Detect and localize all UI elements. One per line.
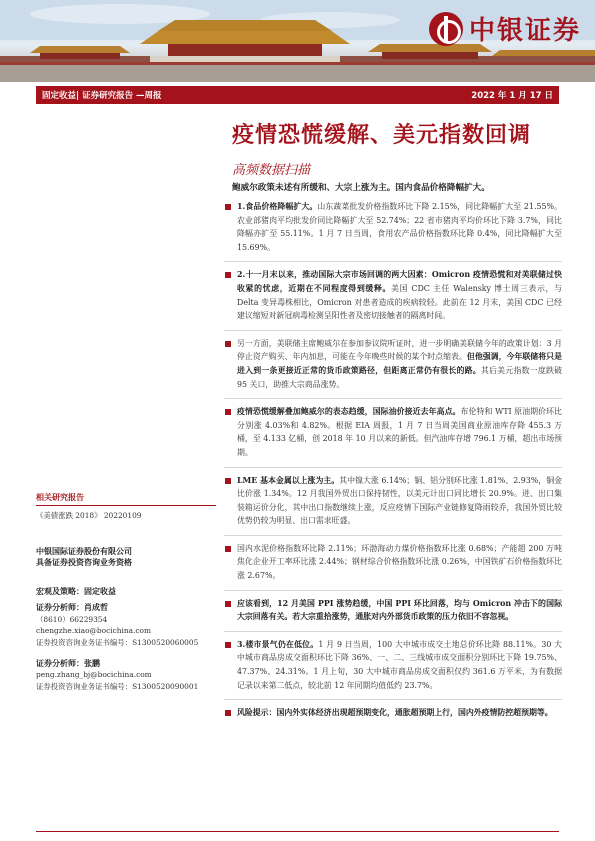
bullet-lead: 1.食品价格降幅扩大。 <box>237 202 318 211</box>
bullet-lead: 应该看到，12 月美国 PPI 涨势趋缓，中国 PPI 环比回落，均与 Omicron 冲击下的国际大宗回落有关。若大宗重拾涨势，通胀对内外部货币政策的压力依旧不容忽视。 <box>237 598 562 622</box>
footer-divider <box>36 831 559 832</box>
report-summary: 鲍威尔政策未述有所缓和、大宗上涨为主。国内食品价格降幅扩大。 <box>232 183 490 193</box>
report-subtitle: 高频数据扫描 <box>232 163 311 178</box>
bullet-text: 1 月 9 日当周，100 大中城市成交土地总价环比降 88.11%。30 大中城市商品房成交面积环比下降 36%、一、二、三线城市成交面积分别环比下降 19.75%、47.37%、24.31%。1 月上旬，30 大中城市商品房成交面积仅约 361.6 万平米，为有数据记录以来第二低点，较北前 12 年同期均值低约 23.7%。 <box>237 639 563 690</box>
list-item <box>224 268 562 330</box>
list-item <box>224 542 562 591</box>
analyst1-email[interactable]: chengzhe.xiao@bocichina.com <box>36 626 151 636</box>
bullet-text: 布伦特和 WTI 原油期价环比分别涨 4.03%和 4.82%。根据 EIA 周报，1 月 7 日当周美国商业原油库存降 455.3 万桶，至 4.133 亿桶，创 2018 年 10 月以来的新低。但汽油库存增 796.1 万桶，超出市场预期。 <box>237 407 562 457</box>
bullet-lead: 3.楼市景气仍在低位。 <box>237 639 319 649</box>
list-item <box>224 474 562 536</box>
analyst2-email[interactable]: peng.zhang_bj@bocichina.com <box>36 670 152 680</box>
list-item <box>224 638 562 700</box>
bullet-list <box>224 200 562 733</box>
list-item <box>224 405 562 467</box>
list-item <box>224 597 562 632</box>
company-info <box>36 546 216 569</box>
related-report-link[interactable]: 《美债涨跌 2018》 20220109 <box>36 511 142 520</box>
industry-label: 宏观及策略：固定收益 <box>36 586 116 596</box>
report-type: 固定收益| 证券研究报告 —周报 <box>42 90 162 101</box>
list-item <box>224 337 562 399</box>
related-reports <box>36 492 216 521</box>
analyst1-name: 证券分析师：肖成哲 <box>36 602 108 613</box>
bullet-text: 国内水泥价格指数环比降 2.11%；环渤海动力煤价格指数环比涨 0.68%；产能超 200 万吨焦化企业开工率环比涨 2.44%；钢材综合价格指数环比涨 0.26%，中国铁矿石价格指数环比涨 2.67%。 <box>237 543 562 581</box>
analyst1-phone: （8610）66229354 <box>36 614 108 624</box>
company-name: 中银国际证券股份有限公司 <box>36 546 132 556</box>
bullet-tail: 其后美元指数一度跌破 95 关口，助推大宗商品涨势。 <box>237 365 562 389</box>
logo-text: 中银证券 <box>468 16 581 46</box>
analyst-info <box>36 586 216 692</box>
divider <box>36 103 559 104</box>
bullet-lead: LME 基本金属以上涨为主。 <box>237 475 340 485</box>
bullet-lead: 2.十一月末以来，推动国际大宗市场回调的两大因素：Omicron 疫情恐慌和对美联储过快收紧的忧虑，近期在不同程度得到缓释。 <box>237 270 562 293</box>
bullet-lead: 风险提示：国内外实体经济出现超预期变化，通胀超预期上行，国内外疫情防控超预期等。 <box>237 708 553 718</box>
header-banner <box>0 0 595 82</box>
analyst2-name: 证券分析师：张鹏 <box>36 658 100 669</box>
analyst2-cert: 证券投资咨询业务证书编号：S1300520090001 <box>36 681 199 691</box>
bullet-text: 其中镍大涨 6.14%；铜、铝分别环比涨 1.81%、2.93%，铜金比价涨 1.34%。12 月我国外贸出口保持韧性，以美元计出口同比增长 20.9%。进、出口集装箱运价分化，其中出口指数继续上涨，反应疫情下国际产业链修复降雨较乔，我国外贸比较优势仍较为明显、出口需求旺盛。 <box>237 475 563 526</box>
bullet-lead: 疫情恐慌缓解叠加鲍威尔的表态趋缓，国际油价接近去年高点。 <box>237 407 461 417</box>
bullet-text: 美国 CDC 主任 Walensky 博士周三表示，与 Delta 变异毒株相比，Omicron 对患者造成的疾病较轻。此前在 12 月末，美国 CDC 已经建议缩短对新冠病毒检测呈阳性者及密切接触者的隔离时间。 <box>237 283 562 321</box>
bullet-bold-tail: 但他强调，今年联储将只是进入到一条更接近正常的货币政策路径，但距离正常仍有很长的路。 <box>237 352 562 375</box>
list-item <box>224 706 562 727</box>
analyst1-cert: 证券投资咨询业务证书编号：S1300520060005 <box>36 637 199 647</box>
report-info-bar <box>36 86 559 103</box>
report-title: 疫情恐慌缓解、美元指数回调 <box>232 122 532 148</box>
report-date: 2022 年 1 月 17 日 <box>471 90 553 101</box>
bullet-text: 另一方面，美联储主席鲍威尔在参加参议院听证时，进一步明确美联储今年的政策计划：3 月停止资产购买、年内加息，可能在今年晚些时候的某个时点缩表。 <box>237 338 562 362</box>
company-qualification: 具备证券投资咨询业务资格 <box>36 557 132 568</box>
company-logo <box>429 10 581 47</box>
related-heading: 相关研究报告 <box>36 492 216 506</box>
boc-logo-icon <box>429 12 463 46</box>
list-item <box>224 200 562 262</box>
bullet-text: 山东蔬菜批发价格指数环比下降 2.15%，同比降幅扩大至 21.55%。农业部猪肉平均批发价同比降幅扩大至 52.74%；22 省市猪肉平均价环比下降 3.7%，同比降幅亦扩至 55.11%。1 月 7 日当周，食用农产品价格指数环比降 0.4%，同比降幅扩大至 15.69%。 <box>237 202 562 252</box>
